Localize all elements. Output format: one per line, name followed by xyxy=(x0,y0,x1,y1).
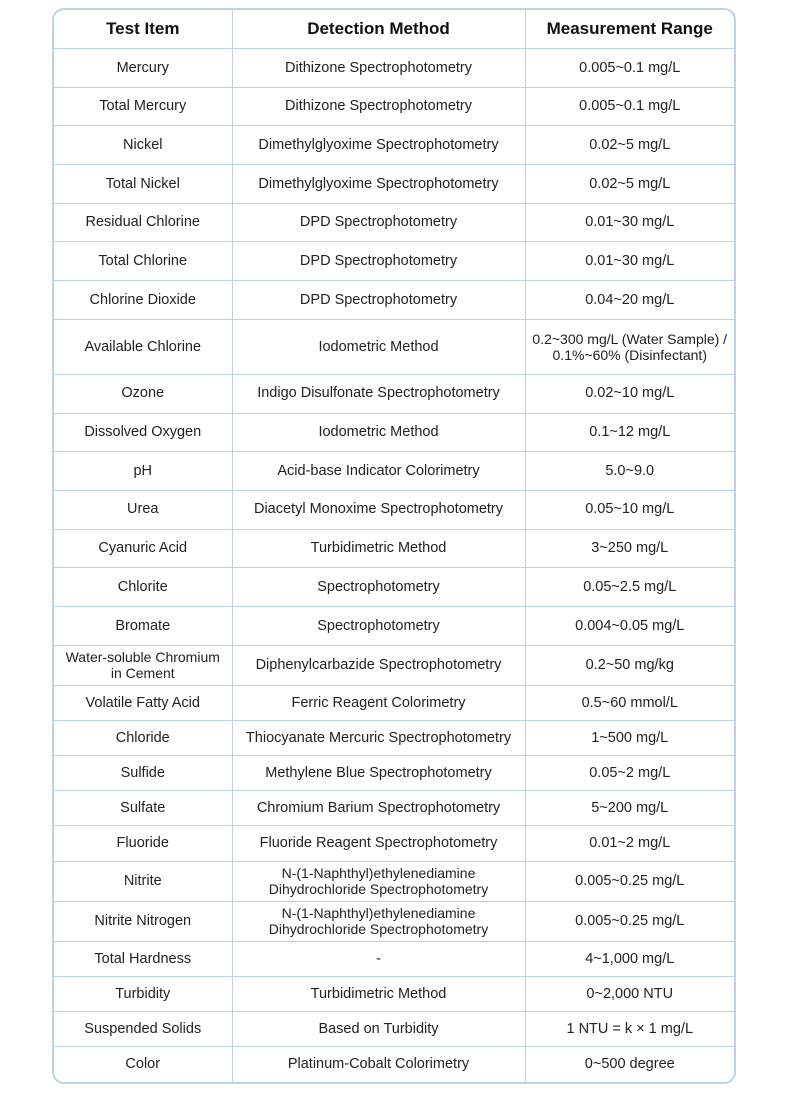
test-item-cell: Chloride xyxy=(54,721,232,756)
test-item-cell: Chlorine Dioxide xyxy=(54,281,232,320)
measurement-range-cell: 0.5~60 mmol/L xyxy=(525,685,734,720)
measurement-range-cell: 0.1~12 mg/L xyxy=(525,413,734,452)
measurement-range-cell: 0.004~0.05 mg/L xyxy=(525,607,734,646)
measurement-range-cell: 0.2~50 mg/kg xyxy=(525,645,734,685)
test-item-cell: Nickel xyxy=(54,126,232,165)
detection-method-cell: Ferric Reagent Colorimetry xyxy=(232,685,525,720)
measurement-range-cell: 1~500 mg/L xyxy=(525,721,734,756)
test-items-table-frame xyxy=(52,8,736,1084)
measurement-range-cell: 1 NTU = k × 1 mg/L xyxy=(525,1012,734,1047)
detection-method-cell: Diphenylcarbazide Spectrophotometry xyxy=(232,645,525,685)
table-row xyxy=(54,607,734,646)
measurement-range-cell: 5.0~9.0 xyxy=(525,452,734,491)
detection-method-cell: Methylene Blue Spectrophotometry xyxy=(232,756,525,791)
detection-method-cell: Turbidimetric Method xyxy=(232,977,525,1012)
test-item-cell: Residual Chlorine xyxy=(54,203,232,242)
detection-method-cell: DPD Spectrophotometry xyxy=(232,242,525,281)
table-row xyxy=(54,861,734,901)
table-row xyxy=(54,165,734,204)
measurement-range-cell: 0.005~0.1 mg/L xyxy=(525,87,734,126)
test-item-cell: Sulfide xyxy=(54,756,232,791)
measurement-range-cell: 0~500 degree xyxy=(525,1047,734,1082)
measurement-range-cell: 0.02~5 mg/L xyxy=(525,165,734,204)
detection-method-cell: Iodometric Method xyxy=(232,319,525,374)
test-item-cell: pH xyxy=(54,452,232,491)
detection-method-cell: Dithizone Spectrophotometry xyxy=(232,49,525,88)
test-item-cell: Ozone xyxy=(54,374,232,413)
table-header-row xyxy=(54,10,734,49)
table-row xyxy=(54,685,734,720)
measurement-range-cell: 0.005~0.25 mg/L xyxy=(525,901,734,941)
test-item-cell: Available Chlorine xyxy=(54,319,232,374)
table-row xyxy=(54,977,734,1012)
table-row xyxy=(54,490,734,529)
measurement-range-cell: 0.01~30 mg/L xyxy=(525,203,734,242)
measurement-range-cell: 0.05~2 mg/L xyxy=(525,756,734,791)
measurement-range-cell: 0.02~10 mg/L xyxy=(525,374,734,413)
detection-method-cell: Chromium Barium Spectrophotometry xyxy=(232,791,525,826)
test-item-cell: Total Hardness xyxy=(54,942,232,977)
table-row xyxy=(54,49,734,88)
test-item-cell: Chlorite xyxy=(54,568,232,607)
test-item-cell: Color xyxy=(54,1047,232,1082)
measurement-range-cell: 0~2,000 NTU xyxy=(525,977,734,1012)
test-item-cell: Sulfate xyxy=(54,791,232,826)
table-row xyxy=(54,1047,734,1082)
measurement-range-cell: 4~1,000 mg/L xyxy=(525,942,734,977)
header-detection-method: Detection Method xyxy=(232,10,525,49)
detection-method-cell: Dimethylglyoxime Spectrophotometry xyxy=(232,165,525,204)
table-row xyxy=(54,756,734,791)
detection-method-cell: N-(1-Naphthyl)ethylenediamine Dihydrochloride Spectrophotometry xyxy=(232,861,525,901)
detection-method-cell: Iodometric Method xyxy=(232,413,525,452)
detection-method-cell: Spectrophotometry xyxy=(232,607,525,646)
test-item-cell: Urea xyxy=(54,490,232,529)
table-row xyxy=(54,791,734,826)
detection-method-cell: - xyxy=(232,942,525,977)
detection-method-cell: Dimethylglyoxime Spectrophotometry xyxy=(232,126,525,165)
detection-method-cell: DPD Spectrophotometry xyxy=(232,203,525,242)
measurement-range-cell: 0.01~2 mg/L xyxy=(525,826,734,861)
table-row xyxy=(54,203,734,242)
table-row xyxy=(54,1012,734,1047)
table-row xyxy=(54,374,734,413)
test-item-cell: Total Chlorine xyxy=(54,242,232,281)
detection-method-cell: Platinum-Cobalt Colorimetry xyxy=(232,1047,525,1082)
test-item-cell: Dissolved Oxygen xyxy=(54,413,232,452)
detection-method-cell: Thiocyanate Mercuric Spectrophotometry xyxy=(232,721,525,756)
table-row xyxy=(54,452,734,491)
table-row xyxy=(54,126,734,165)
measurement-range-cell: 0.05~10 mg/L xyxy=(525,490,734,529)
test-item-cell: Nitrite xyxy=(54,861,232,901)
detection-method-cell: Indigo Disulfonate Spectrophotometry xyxy=(232,374,525,413)
test-item-cell: Volatile Fatty Acid xyxy=(54,685,232,720)
table-row xyxy=(54,942,734,977)
table-row xyxy=(54,242,734,281)
test-item-cell: Mercury xyxy=(54,49,232,88)
detection-method-cell: DPD Spectrophotometry xyxy=(232,281,525,320)
measurement-range-cell: 0.04~20 mg/L xyxy=(525,281,734,320)
detection-method-cell: Diacetyl Monoxime Spectrophotometry xyxy=(232,490,525,529)
test-item-cell: Water-soluble Chromium in Cement xyxy=(54,645,232,685)
measurement-range-cell: 0.005~0.25 mg/L xyxy=(525,861,734,901)
detection-method-cell: Turbidimetric Method xyxy=(232,529,525,568)
test-item-cell: Turbidity xyxy=(54,977,232,1012)
detection-method-cell: N-(1-Naphthyl)ethylenediamine Dihydrochloride Spectrophotometry xyxy=(232,901,525,941)
table-row xyxy=(54,529,734,568)
table-row xyxy=(54,568,734,607)
table-row xyxy=(54,281,734,320)
table-row xyxy=(54,901,734,941)
test-item-cell: Bromate xyxy=(54,607,232,646)
table-row xyxy=(54,826,734,861)
test-item-cell: Total Mercury xyxy=(54,87,232,126)
table-row xyxy=(54,721,734,756)
header-measurement-range: Measurement Range xyxy=(525,10,734,49)
test-item-cell: Suspended Solids xyxy=(54,1012,232,1047)
detection-method-cell: Dithizone Spectrophotometry xyxy=(232,87,525,126)
test-item-cell: Total Nickel xyxy=(54,165,232,204)
measurement-range-cell: 0.005~0.1 mg/L xyxy=(525,49,734,88)
table-row xyxy=(54,645,734,685)
measurement-range-cell: 3~250 mg/L xyxy=(525,529,734,568)
detection-method-cell: Fluoride Reagent Spectrophotometry xyxy=(232,826,525,861)
table-row xyxy=(54,319,734,374)
measurement-range-cell: 0.2~300 mg/L (Water Sample) / 0.1%~60% (Disinfectant) xyxy=(525,319,734,374)
table-row xyxy=(54,87,734,126)
table-row xyxy=(54,413,734,452)
test-item-cell: Fluoride xyxy=(54,826,232,861)
header-test-item: Test Item xyxy=(54,10,232,49)
measurement-range-cell: 0.02~5 mg/L xyxy=(525,126,734,165)
detection-method-cell: Acid-base Indicator Colorimetry xyxy=(232,452,525,491)
test-item-cell: Nitrite Nitrogen xyxy=(54,901,232,941)
measurement-range-cell: 0.05~2.5 mg/L xyxy=(525,568,734,607)
test-items-table xyxy=(54,10,734,1082)
test-item-cell: Cyanuric Acid xyxy=(54,529,232,568)
detection-method-cell: Spectrophotometry xyxy=(232,568,525,607)
measurement-range-cell: 0.01~30 mg/L xyxy=(525,242,734,281)
measurement-range-cell: 5~200 mg/L xyxy=(525,791,734,826)
detection-method-cell: Based on Turbidity xyxy=(232,1012,525,1047)
